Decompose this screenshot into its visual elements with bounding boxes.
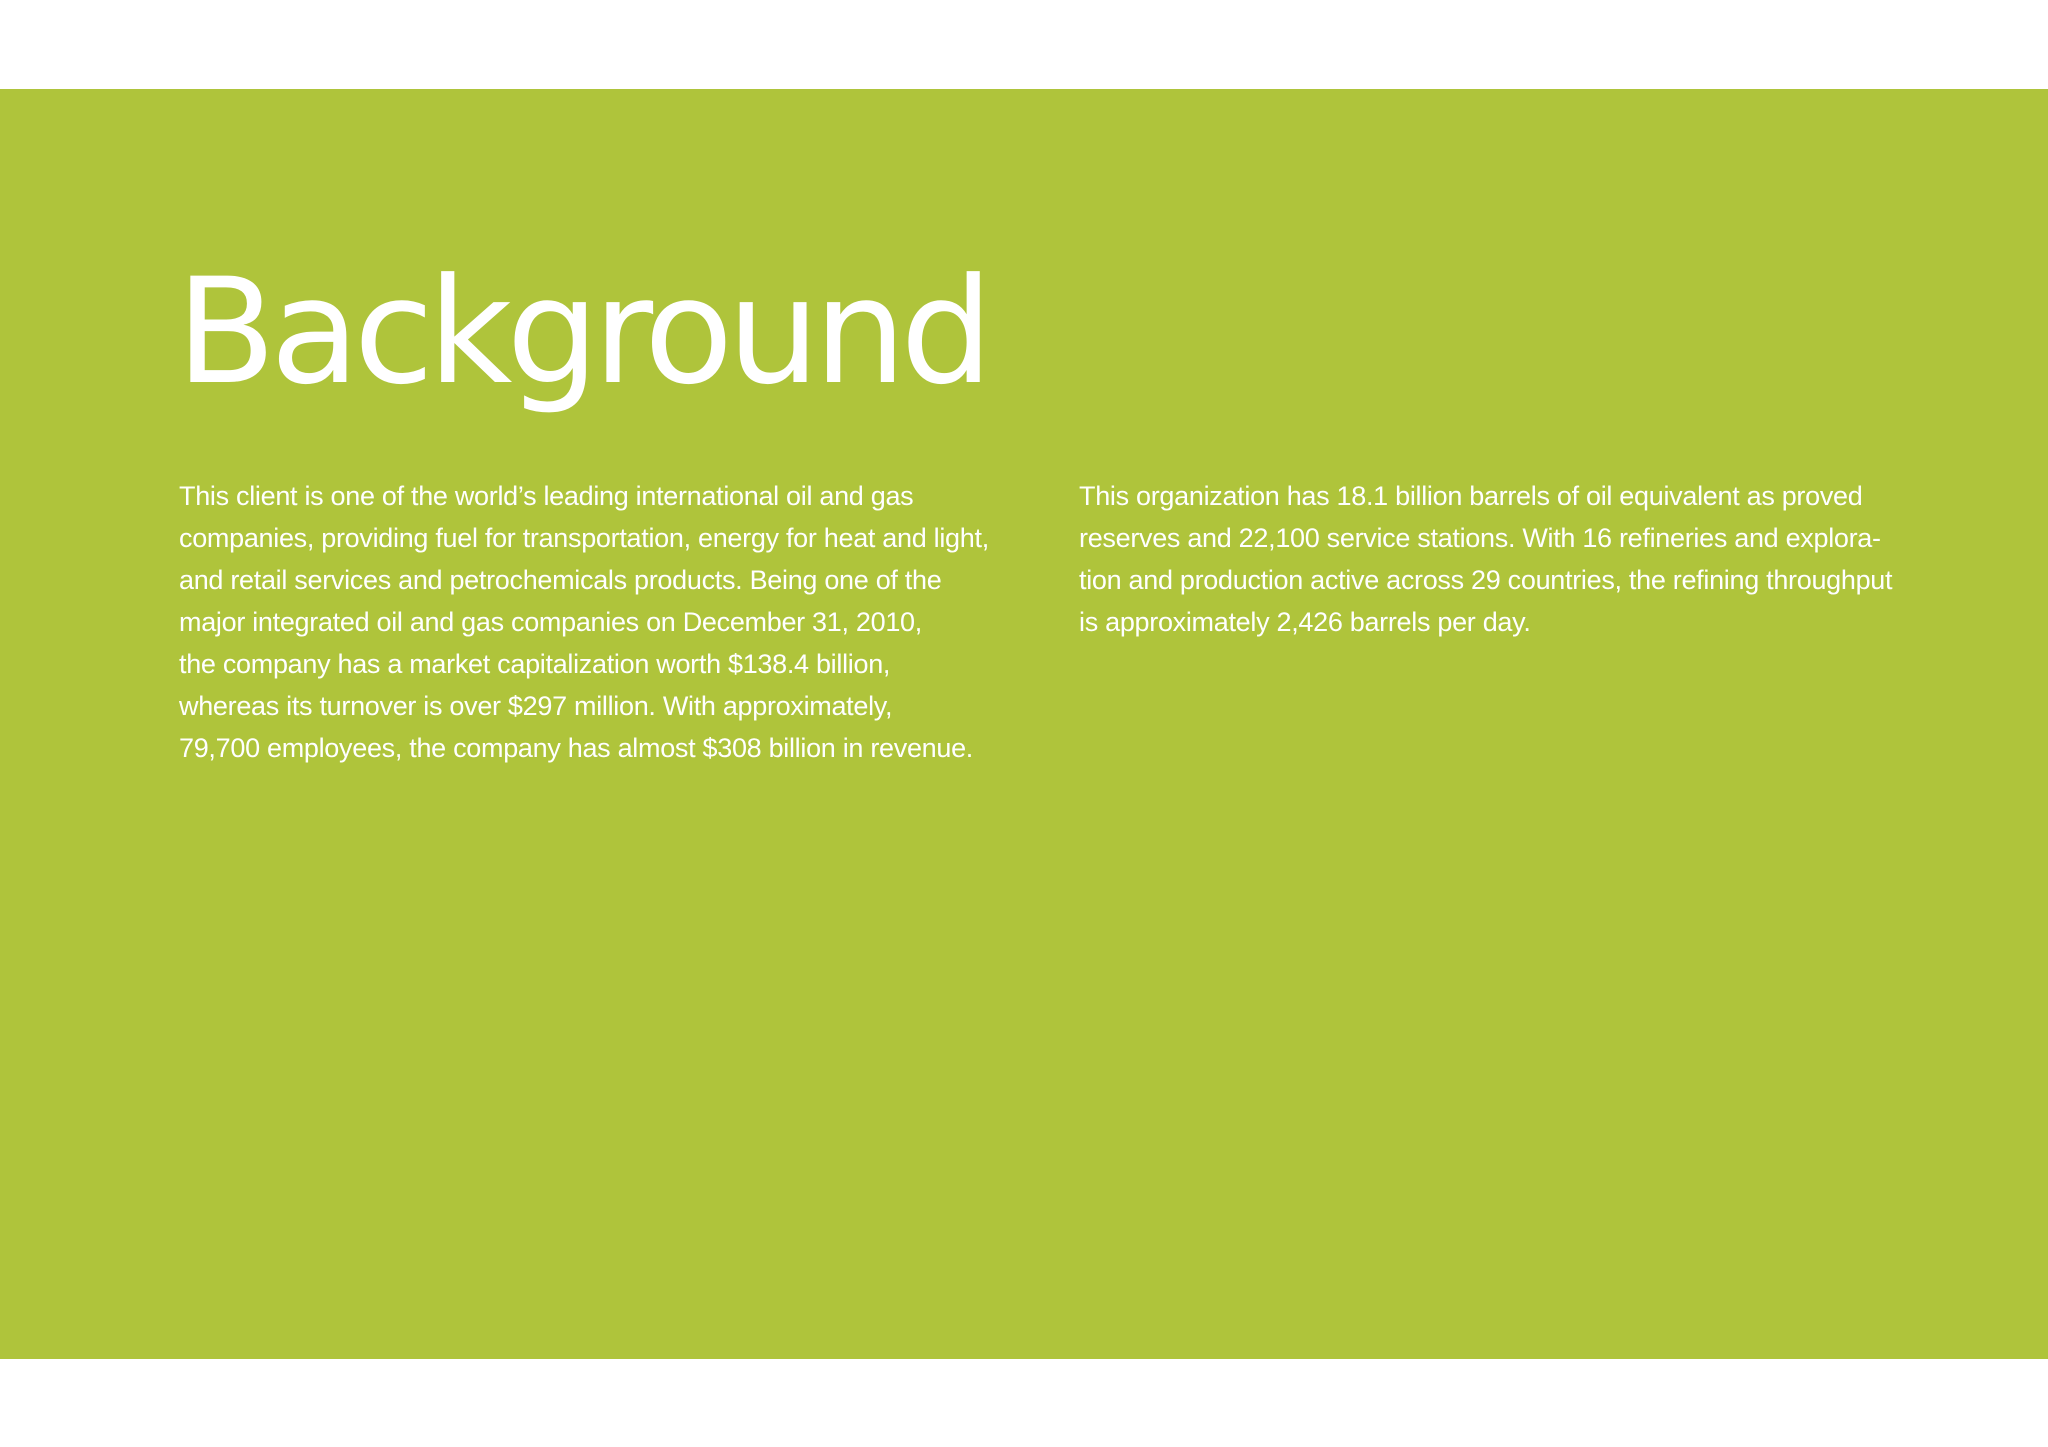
body-line: reserves and 22,100 service stations. With 16 refineries and explora- (1079, 523, 1881, 553)
body-line: whereas its turnover is over $297 million. With approximately, (179, 691, 893, 721)
body-line: the company has a market capitalization worth $138.4 billion, (179, 649, 891, 679)
body-line: tion and production active across 29 countries, the refining throughput (1079, 565, 1893, 595)
body-column-right (1079, 475, 1959, 643)
body-line: 79,700 employees, the company has almost $308 billion in revenue. (179, 733, 974, 763)
body-line: is approximately 2,426 barrels per day. (1079, 607, 1531, 637)
body-line: This organization has 18.1 billion barrels of oil equivalent as proved (1079, 481, 1863, 511)
body-line: This client is one of the world’s leading international oil and gas (179, 481, 914, 511)
body-line: major integrated oil and gas companies on December 31, 2010, (179, 607, 922, 637)
content-panel (0, 89, 2048, 1387)
page-title: Background (176, 247, 988, 417)
body-line: companies, providing fuel for transportation, energy for heat and light, (179, 523, 989, 553)
body-line: and retail services and petrochemicals products. Being one of the (179, 565, 942, 595)
body-column-left (179, 475, 1059, 769)
page-number: 13 (1906, 1360, 1933, 1387)
